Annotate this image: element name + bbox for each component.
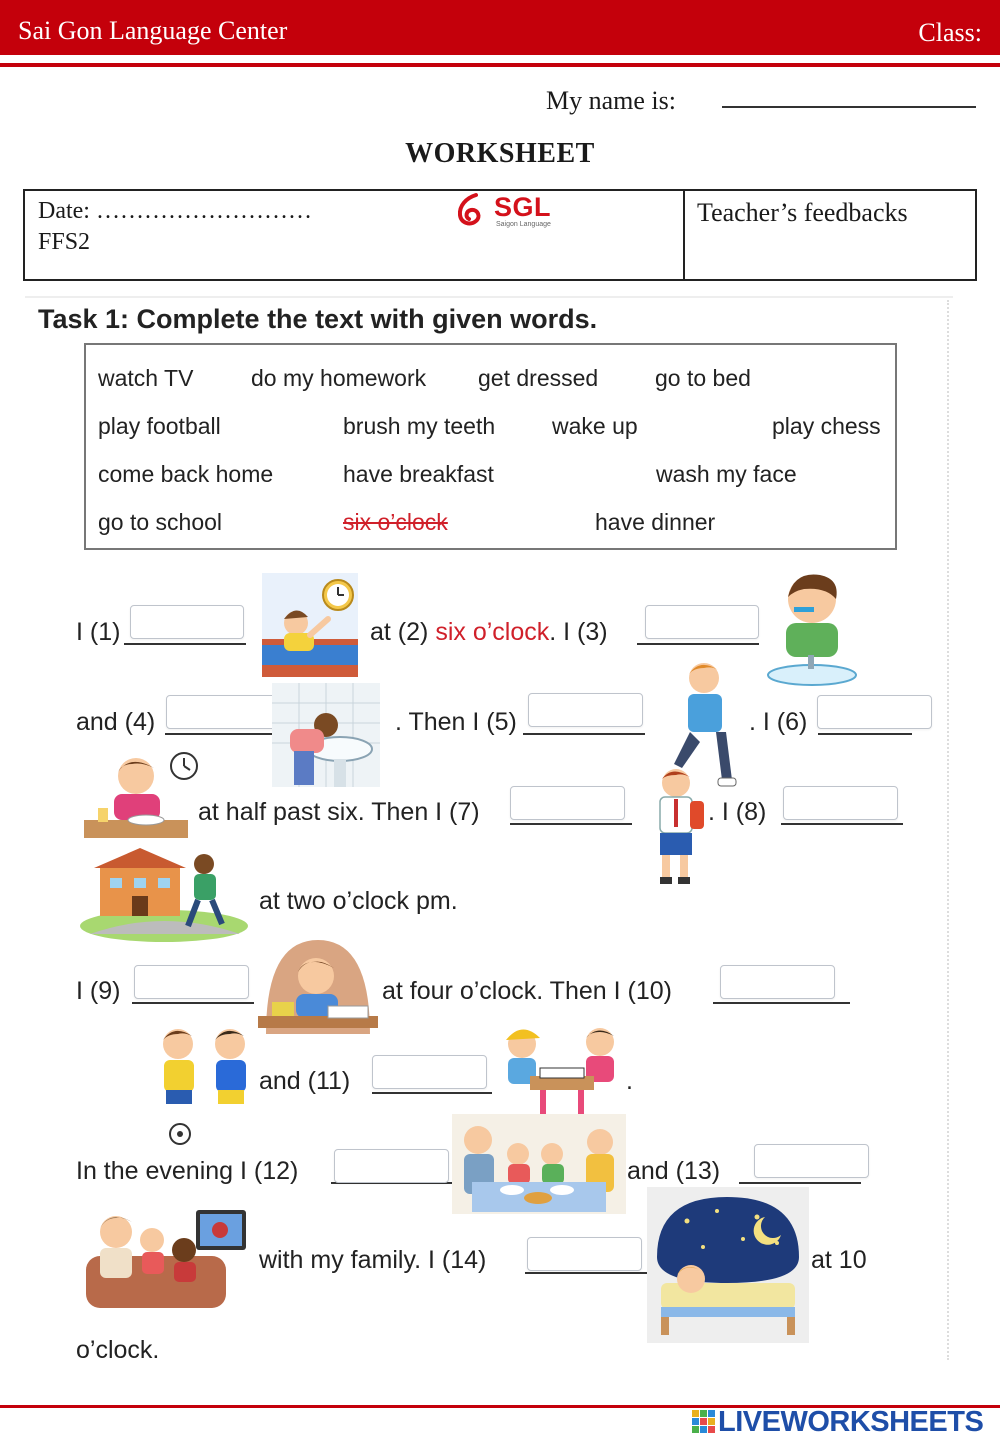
come-back-home-picture-icon [80,848,248,942]
word-bank-item: go to bed [655,365,751,391]
feedback-label: Teacher’s feedbacks [697,198,908,227]
word-bank-item: wake up [552,413,638,439]
answer-input-3[interactable] [645,605,759,639]
answer-input-11[interactable] [372,1055,487,1089]
name-line [722,106,976,108]
center-name: Sai Gon Language Center [18,16,288,45]
class-code: FFS2 [38,229,91,255]
class-label: Class: [918,18,982,47]
do-homework-picture-icon [258,940,378,1034]
answer-input-14[interactable] [527,1237,642,1271]
go-to-school-picture-icon [650,765,708,887]
answer-line-10 [713,1002,850,1004]
name-label: My name is: [546,86,676,115]
task-title: Task 1: Complete the text with given words. [38,304,598,334]
answer-line-3 [637,643,759,645]
answer-line-5 [523,733,645,735]
text-four-then10: at four o’clock. Then I (10) [382,977,672,1005]
text-i8: . I (8) [708,798,767,826]
liveworksheets-mark-icon [692,1410,716,1434]
dotted-margin [947,300,949,1360]
answer-input-4[interactable] [166,695,278,729]
word-bank-item: get dressed [478,365,599,391]
text-and13: and (13) [627,1157,721,1185]
word-bank-item: watch TV [98,365,194,391]
text-i3: . I (3) [549,618,608,646]
text-at10: at 10 [811,1246,867,1274]
brush-teeth-picture-icon [764,563,860,689]
answer-input-7[interactable] [510,786,625,820]
word-bank-item: have dinner [595,509,716,535]
sgl-logo [456,192,566,230]
answer-input-8[interactable] [783,786,898,820]
text-family14: with my family. I (14) [259,1246,487,1274]
date-label: Date: ……………………… [38,198,312,224]
word-bank-item: brush my teeth [343,413,496,439]
answer-input-12[interactable] [334,1149,449,1183]
sgl-logo-text: SGL [494,192,552,222]
info-divider [683,189,685,281]
text-i6: . I (6) [749,708,808,736]
sgl-logo-mark-icon [456,192,486,228]
text-i9: I (9) [76,977,121,1005]
answer-line-11 [372,1092,492,1094]
answer-input-13[interactable] [754,1144,869,1178]
text-evening12: In the evening I (12) [76,1157,299,1185]
text-oclock: o’clock. [76,1336,160,1364]
watch-tv-picture-icon [86,1200,252,1310]
text-at-2 [370,618,608,647]
have-dinner-picture-icon [452,1114,626,1214]
liveworksheets-text: LIVEWORKSHEETS [718,1406,984,1438]
answer-line-9 [132,1002,254,1004]
text-two-pm: at two o’clock pm. [259,887,458,915]
answer-line-4 [165,733,273,735]
word-bank-item: go to school [98,509,223,535]
answer-line-8 [781,823,903,825]
answer-line-6 [818,733,912,735]
word-bank-item: do my homework [251,365,427,391]
answer-input-1[interactable] [130,605,244,639]
header-divider [0,63,1000,67]
answer-input-9[interactable] [134,965,249,999]
answer-input-6[interactable] [817,695,932,729]
text-then5: . Then I (5) [395,708,517,736]
text-and11: and (11) [259,1067,351,1095]
answer-given-2: six o’clock [435,618,550,646]
text-i1: I (1) [76,618,121,646]
play-chess-picture-icon [500,1020,624,1116]
word-bank-item: play football [98,413,221,439]
word-bank-item: have breakfast [343,461,494,487]
word-bank-item: play chess [772,413,881,439]
wake-up-picture-icon [262,573,358,677]
text-at-2-label: at (2) [370,618,429,646]
answer-input-5[interactable] [528,693,643,727]
text-period: . [626,1067,633,1095]
answer-line-1 [124,643,246,645]
sgl-logo-subtext: Saigon Language [496,221,551,228]
have-breakfast-picture-icon [84,750,204,840]
go-to-bed-picture-icon [647,1187,809,1343]
answer-line-13 [739,1182,861,1184]
liveworksheets-logo[interactable] [692,1404,992,1440]
header-bar [0,0,1000,55]
text-half-past: at half past six. Then I (7) [198,798,480,826]
answer-line-14 [525,1272,649,1274]
answer-input-10[interactable] [720,965,835,999]
wash-face-picture-icon [272,683,380,787]
word-bank-item: come back home [98,461,274,487]
worksheet-title: WORKSHEET [405,138,595,169]
word-bank-item-struck: six o’clock [343,509,448,535]
word-bank-item: wash my face [656,461,797,487]
answer-line-7 [510,823,632,825]
play-football-picture-icon [148,1024,260,1146]
text-and4: and (4) [76,708,156,736]
